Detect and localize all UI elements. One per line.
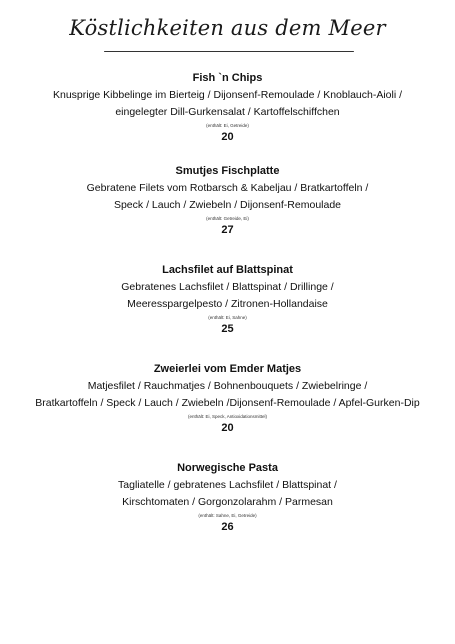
allergen-note: (enthält: Ei, Sahne) <box>208 315 247 320</box>
menu-item-lachsfilet <box>0 262 455 337</box>
dish-name: Smutjes Fischplatte <box>175 165 280 177</box>
dish-description-line: Gebratene Filets vom Rotbarsch & Kabeljau / Bratkartoffeln / <box>86 182 369 194</box>
menu-header <box>0 14 455 54</box>
dish-description-line: eingelegter Dill-Gurkensalat / Kartoffelschiffchen <box>115 106 340 118</box>
dish-description-line: Matjesfilet / Rauchmatjes / Bohnenbouquets / Zwiebelringe / <box>87 380 368 392</box>
dish-description-line: Kirschtomaten / Gorgonzolarahm / Parmesan <box>122 496 333 508</box>
dish-price: 20 <box>221 131 234 143</box>
dish-description-line: Gebratenes Lachsfilet / Blattspinat / Drillinge / <box>121 281 334 293</box>
menu-item-emder-matjes <box>0 361 455 436</box>
dish-price: 26 <box>221 521 234 533</box>
dish-description-line: Speck / Lauch / Zwiebeln / Dijonsenf-Remoulade <box>113 199 342 211</box>
dish-name: Zweierlei vom Emder Matjes <box>153 363 302 375</box>
allergen-note: (enthält: Sahne, Ei, Getreide) <box>198 513 257 518</box>
dish-description-line: Knusprige Kibbelinge im Bierteig / Dijonsenf-Remoulade / Knoblauch-Aioli / <box>52 89 403 101</box>
dish-description-line: Bratkartoffeln / Speck / Lauch / Zwiebeln /Dijonsenf-Remoulade / Apfel-Gurken-Dip <box>35 397 420 409</box>
dish-name: Fish `n Chips <box>192 72 263 84</box>
section-title: Köstlichkeiten aus dem Meer <box>69 16 386 40</box>
menu-item-smutjes-fischplatte <box>0 163 455 238</box>
dish-description-line: Meeresspargelpesto / Zitronen-Hollandaise <box>127 298 328 310</box>
menu-item-fish-n-chips <box>0 70 455 145</box>
dish-name: Norwegische Pasta <box>177 462 278 474</box>
allergen-note: (enthält: Ei, Getreide) <box>206 123 249 128</box>
title-underline <box>104 51 354 52</box>
allergen-note: (enthält: Ei, Speck, Antioxidationsmittel) <box>187 414 268 419</box>
dish-price: 20 <box>221 422 234 434</box>
dish-price: 25 <box>221 323 234 335</box>
dish-description-line: Tagliatelle / gebratenes Lachsfilet / Blattspinat / <box>118 479 337 491</box>
dish-price: 27 <box>221 224 234 236</box>
allergen-note: (enthält: Getreide, Ei) <box>206 216 249 221</box>
dish-name: Lachsfilet auf Blattspinat <box>162 264 293 276</box>
menu-item-norwegische-pasta <box>0 460 455 535</box>
